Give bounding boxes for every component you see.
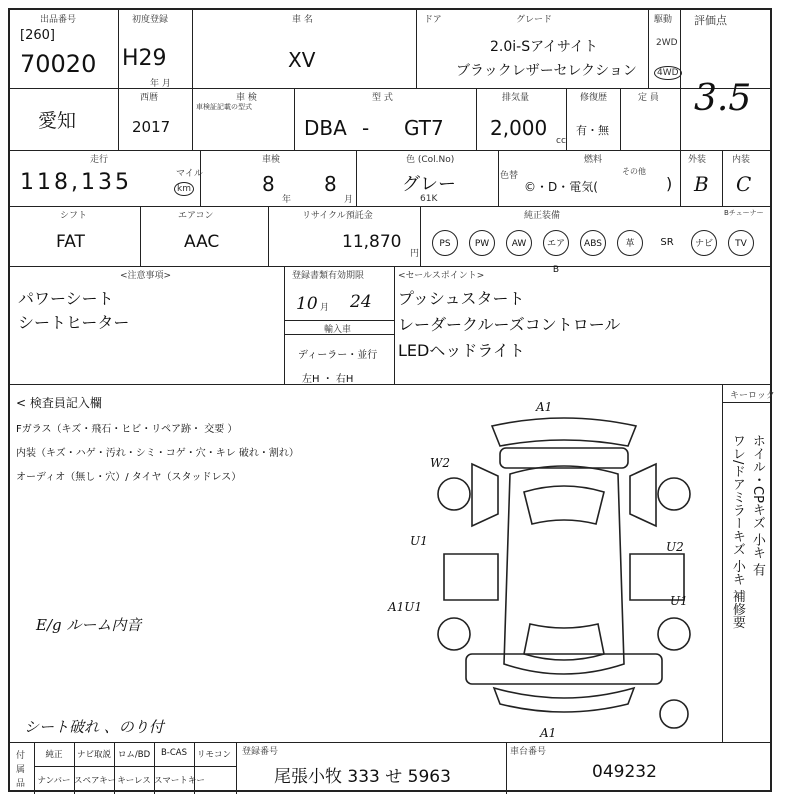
accessory-item: ナンバー: [37, 776, 71, 786]
capacity-label: 定 員: [638, 93, 659, 103]
first-reg-label: 初度登録: [132, 15, 169, 25]
grade-line-1: 2.0i-Sアイサイト: [490, 39, 598, 55]
accessory-item: キーレス: [117, 776, 151, 786]
model-dash: -: [362, 116, 370, 140]
divider: [236, 742, 237, 794]
divider: [284, 266, 285, 384]
divider: [620, 88, 621, 150]
divider: [476, 88, 477, 150]
score-label: 評価点: [694, 14, 727, 27]
ac-label: エアコン: [178, 211, 214, 221]
equipment-item: SR: [660, 237, 674, 248]
color-change-label: 色替: [500, 171, 519, 181]
equipment-item: PW: [469, 230, 495, 256]
note-line: シートヒーター: [18, 313, 130, 332]
divider: [416, 10, 417, 88]
history-label: 修復歴: [580, 93, 608, 103]
color-label: 色 (Col.No): [406, 155, 455, 165]
car-diagram: [414, 404, 714, 734]
color-code: 61K: [420, 194, 438, 204]
cc-unit: cc: [556, 136, 566, 146]
divider: [420, 206, 421, 266]
divider: [284, 320, 394, 321]
divider: [722, 402, 770, 403]
inspector-line: オーディオ（無し・穴）/ タイヤ（スタッドレス）: [16, 472, 242, 483]
divider: [722, 150, 723, 206]
inspection-sub-label: 車検証記載の型式: [196, 103, 252, 111]
year-value: 2017: [132, 118, 171, 136]
hand-note: E/g ルーム内音: [36, 616, 142, 634]
equipment-item: TV: [728, 230, 754, 256]
divider: [10, 384, 770, 385]
divider: [34, 766, 236, 767]
interior-grade: C: [736, 172, 752, 196]
damage-mark: U1: [410, 534, 428, 548]
km-unit-circled: km: [174, 182, 194, 196]
side-label: 属: [16, 765, 26, 775]
month-char: 月: [344, 195, 354, 205]
divider: [356, 150, 357, 206]
plate-label: 登録番号: [242, 747, 279, 757]
divider: [722, 384, 723, 742]
recycle-value: 11,870: [342, 232, 402, 252]
year-char: 年: [282, 195, 292, 205]
interior-label: 内装: [732, 155, 751, 165]
color-name: グレー: [402, 174, 456, 195]
equipment-item: エアB: [543, 230, 569, 256]
model-name: XV: [288, 48, 316, 72]
damage-mark: A1U1: [388, 600, 423, 614]
right-note: ワレ/ドアミラーキズ 小キ 補修要: [729, 434, 745, 629]
lot-label: 出品番号: [40, 15, 77, 25]
reg-expiry-day: 24: [350, 292, 372, 312]
drive-4wd-circled: 4WD: [654, 66, 682, 80]
sales-point: レーダークルーズコントロール: [398, 315, 621, 334]
drive-2wd: 2WD: [656, 38, 678, 48]
inspector-label: < 検査員記入欄: [16, 396, 102, 410]
import-text: ディーラー・並行: [298, 350, 378, 361]
model-code-label: 型 式: [372, 93, 393, 103]
grade-line-2: ブラックレザーセレクション: [456, 63, 637, 79]
sales-point: プッシュスタート: [398, 289, 525, 308]
yen-unit: 円: [410, 249, 420, 259]
displacement-value: 2,000: [490, 116, 548, 140]
divider: [680, 150, 681, 206]
equipment-item: 革: [617, 230, 643, 256]
sales-label: <セールスポイント>: [398, 271, 485, 281]
divider: [648, 10, 649, 88]
inspector-line: 内装（キズ・ハゲ・汚れ・シミ・コゲ・穴・キレ 破れ・割れ）: [16, 448, 299, 459]
divider: [10, 150, 770, 151]
accessory-item: B-CAS: [160, 748, 188, 758]
divider: [10, 206, 770, 207]
drive-label: 駆動: [654, 15, 673, 25]
year-label: 西暦: [140, 93, 159, 103]
import-steer: 左H ・ 右H: [302, 374, 354, 385]
model-label: 車 名: [292, 15, 313, 25]
divider: [118, 88, 119, 150]
accessory-item: ロム/BD: [117, 750, 151, 760]
import-label: 輸入車: [324, 325, 352, 335]
door-label: ドア: [424, 15, 442, 25]
displacement-label: 排気量: [502, 93, 530, 103]
month-char: 月: [320, 303, 330, 313]
sales-point: LEDヘッドライト: [398, 341, 525, 360]
divider: [118, 10, 119, 88]
accessory-item: 純正: [45, 750, 63, 760]
inspection-year: 8: [262, 172, 275, 196]
damage-mark: A1: [536, 400, 553, 414]
equipment-item: ABS: [580, 230, 606, 256]
notes-label: <注意事項>: [120, 271, 172, 281]
divider: [294, 88, 295, 150]
fuel-options: ©・D・電気(: [524, 180, 598, 194]
divider: [566, 88, 567, 150]
divider: [140, 206, 141, 266]
divider: [394, 266, 395, 384]
inspector-line: Fガラス（キズ・飛石・ヒビ・リペア跡・ 交要 ）: [16, 424, 238, 435]
side-label: 品: [16, 779, 26, 789]
side-label: 付: [16, 751, 26, 761]
exterior-label: 外装: [688, 155, 707, 165]
accessory-item: スペアキー: [74, 776, 117, 786]
fuel-close: ): [666, 174, 673, 193]
damage-mark: U2: [666, 540, 684, 554]
divider: [192, 10, 193, 88]
fuel-label: 燃料: [584, 155, 603, 165]
right-note: ホイル・CPキズ 小キ 有: [749, 434, 765, 577]
auction-sheet: [8, 8, 775, 792]
reg-expiry-label: 登録書類有効期限: [292, 271, 365, 281]
key-lock-label: キーロック: [730, 391, 775, 401]
note-line: パワーシート: [18, 289, 114, 308]
equipment-item: PS: [432, 230, 458, 256]
accessory-item: リモコン: [196, 750, 231, 760]
mileage-value: 118,135: [20, 170, 132, 195]
lot-number: 70020: [20, 50, 97, 78]
equipment-item: ナビ: [691, 230, 717, 256]
first-reg-unit: 年 月: [150, 79, 171, 89]
lot-code: [260]: [20, 28, 55, 43]
shift-value: FAT: [56, 232, 85, 252]
mileage-label: 走行: [90, 155, 109, 165]
divider: [506, 742, 507, 794]
first-reg-era: H29: [122, 46, 167, 71]
damage-mark: A1: [540, 726, 557, 740]
model-code: GT7: [404, 116, 444, 140]
ac-value: AAC: [184, 232, 220, 252]
frame-label: 車台番号: [510, 747, 547, 757]
exterior-grade: B: [694, 172, 709, 196]
hand-note: シート破れ 、のり付: [24, 718, 164, 736]
shift-label: シフト: [60, 211, 88, 221]
damage-mark: U1: [670, 594, 688, 608]
divider: [498, 150, 499, 206]
divider: [10, 742, 770, 743]
divider: [680, 10, 681, 150]
accessory-item: スマートキー: [154, 776, 205, 786]
reg-expiry-month: 10: [296, 294, 318, 314]
equipment-label: 純正装備: [524, 211, 561, 221]
grade-label: グレード: [516, 15, 553, 25]
inspection-label: 車 検: [236, 93, 257, 103]
history-value: 有・無: [576, 124, 609, 137]
area-value: 愛知: [38, 110, 77, 132]
score-value: 3.5: [694, 78, 752, 119]
divider: [268, 206, 269, 266]
recycle-label: リサイクル預託金: [302, 211, 373, 221]
ctv-label: Bチューナー: [724, 209, 764, 217]
plate-number: 尾張小牧 333 せ 5963: [274, 767, 451, 787]
fuel-other: その他: [622, 167, 646, 176]
divider: [10, 88, 770, 89]
inspection-exp-label: 車検: [262, 155, 281, 165]
inspection-month: 8: [324, 172, 337, 196]
mile-unit: マイル: [176, 169, 203, 179]
frame-number: 049232: [592, 762, 657, 782]
divider: [10, 266, 770, 267]
accessory-item: ナビ取説: [76, 750, 111, 760]
divider: [192, 88, 193, 150]
equipment-item: AW: [506, 230, 532, 256]
damage-mark: W2: [430, 456, 450, 470]
model-prefix: DBA: [304, 116, 347, 140]
